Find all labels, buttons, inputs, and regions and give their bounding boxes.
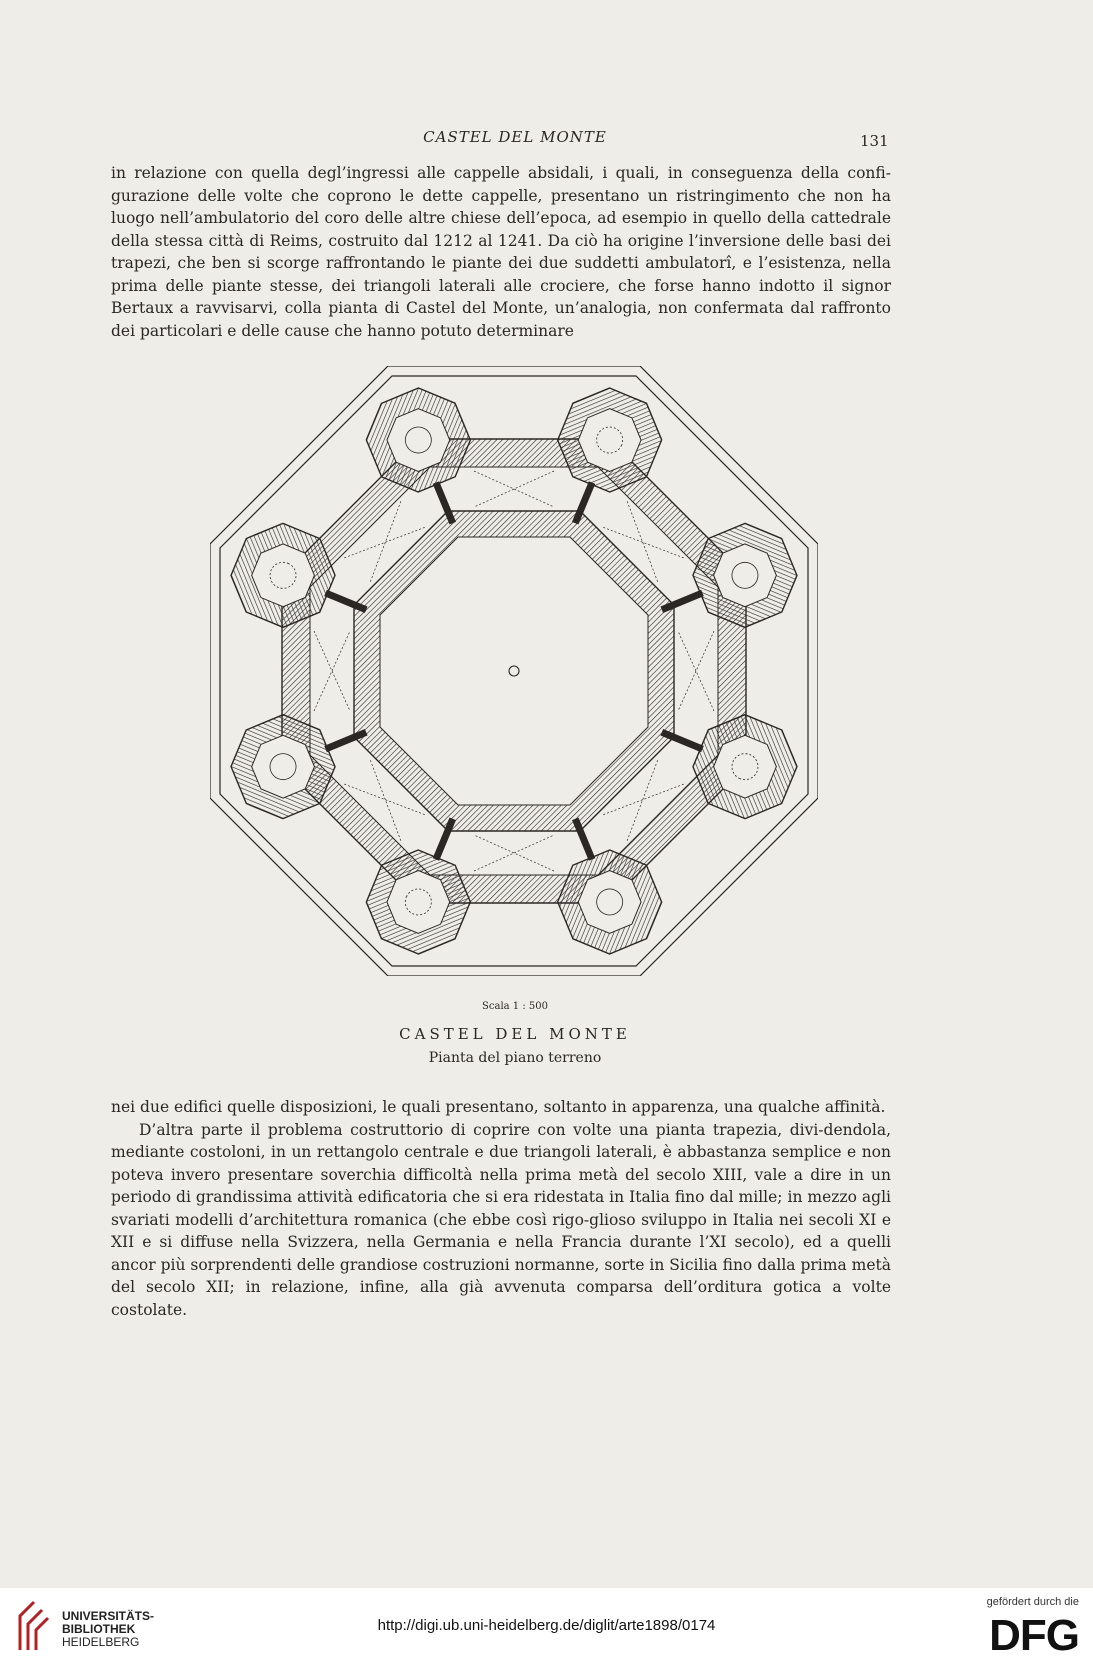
funder-label: gefördert durch die — [986, 1596, 1079, 1608]
paragraph: nei due edifici quelle disposizioni, le quali presentano, soltanto in apparenza, una qualche affinità. — [111, 1098, 886, 1116]
figure-subtitle: Pianta del piano terreno — [428, 1050, 602, 1066]
dfg-logo: DFG — [989, 1611, 1079, 1660]
permalink-url[interactable]: http://digi.ub.uni-heidelberg.de/diglit/arte1898/0174 — [377, 1617, 716, 1634]
library-name: UNIVERSITÄTS- BIBLIOTHEK HEIDELBERG — [62, 1609, 155, 1649]
courtyard — [380, 537, 648, 805]
figure-title: CASTEL DEL MONTE — [399, 1025, 631, 1043]
running-title: CASTEL DEL MONTE — [423, 128, 607, 146]
page-number: 131 — [860, 132, 889, 150]
figure-scale: Scala 1 : 500 — [482, 1001, 548, 1012]
body-text-bottom — [111, 1096, 891, 1321]
body-text-top — [111, 162, 891, 342]
paragraph: in relazione con quella degl’ingressi alle cappelle absidali, i quali, in conseguenza della confi-gurazione delle volte che coprono le dette cappelle, presentano un ristringimento che non ha luogo nell’ambulatorio del coro delle altre chiese dell’epoca, ad esempio in quello della cattedrale della stessa città di Reims, costruito dal 1212 al 1241. Da ciò ha origine l’inversione delle basi dei trapezi, che ben si scorge raffrontando le piante dei due suddetti ambulatorî, e l’esistenza, nella prima delle piante stesse, dei triangoli laterali alle crociere, che forse hanno indotto il signor Bertaux a ravvisarvi, colla pianta di Castel del Monte, un’analogia, non confermata dal raffronto dei particolari e delle cause che hanno potuto determinare — [111, 164, 891, 340]
paragraph: D’altra parte il problema costruttorio di coprire con volte una pianta trapezia, divi-dendola, mediante costoloni, in un rettangolo centrale e due triangoli laterali, è abbastanza semplice e non poteva invero presentare soverchia difficoltà nella prima metà del secolo XIII, vale a dire in un periodo di grandissima attività edificatoria che si era ridestata in Italia fino dal mille; in mezzo agli svariati modelli d’architettura romanica (che ebbe così rigo-glioso sviluppo in Italia nei secoli XI e XII e si diffuse nella Svizzera, nella Germania e nella Francia durante l’XI secolo), ed a quelli ancor più sorprendenti delle grandiose costruzioni normanne, sorte in Sicilia fino dalla prima metà del secolo XII; in relazione, infine, alla già avvenuta comparsa dell’orditura gotica a volte costolate. — [111, 1120, 891, 1319]
viewer-footer — [0, 1588, 1093, 1667]
floor-plan-figure — [210, 366, 818, 976]
